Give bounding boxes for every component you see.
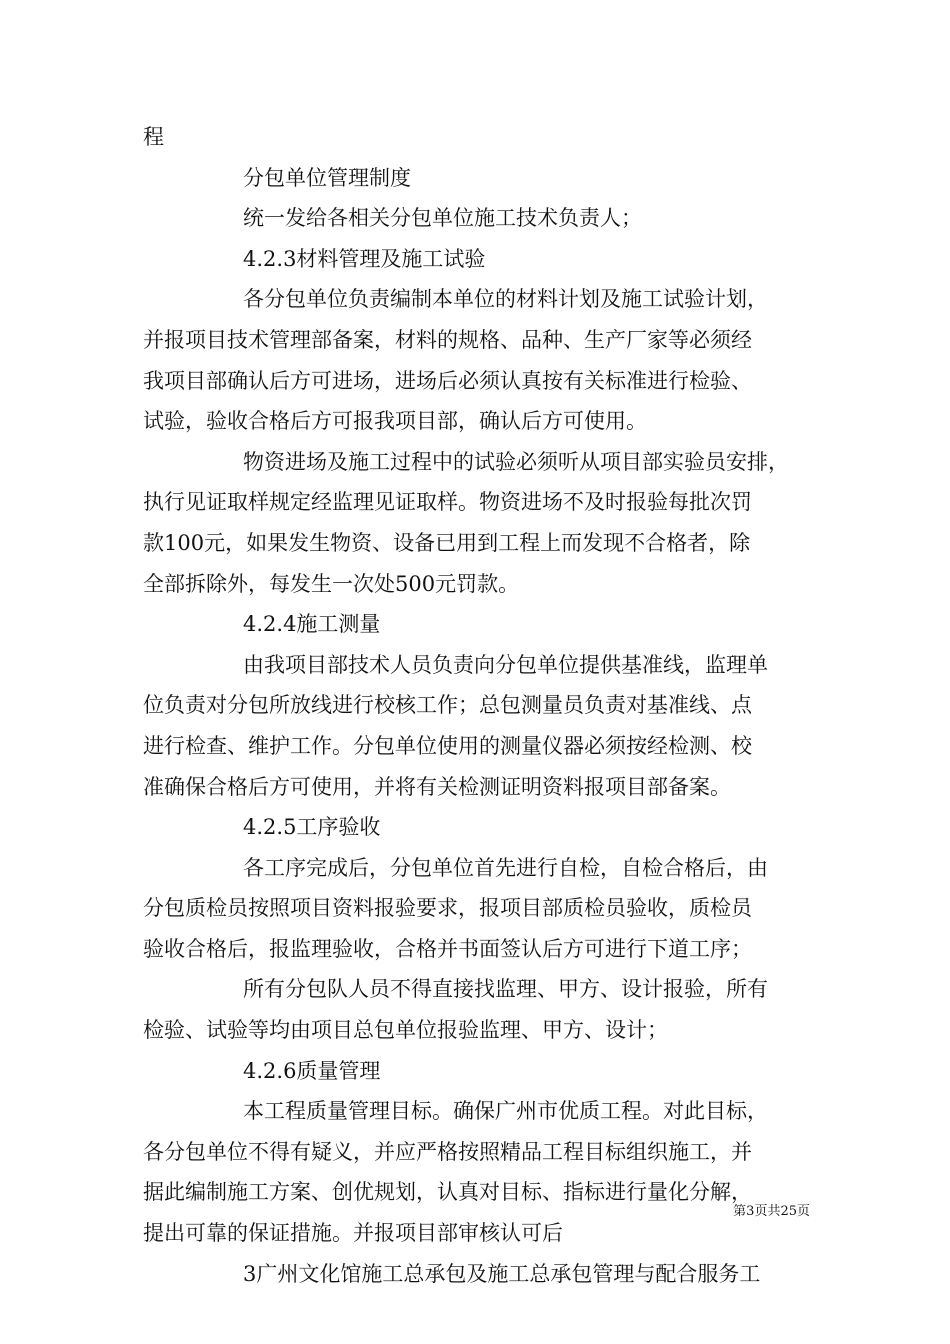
section-heading: 4.2.3材料管理及施工试验 <box>243 246 486 271</box>
text-line: 提出可靠的保证措施。并报项目部审核认可后 <box>143 1221 563 1246</box>
text-line: 分包单位管理制度 <box>243 165 411 190</box>
text-line: 位负责对分包所放线进行校核工作；总包测量员负责对基准线、点 <box>143 693 752 718</box>
section-heading: 4.2.4施工测量 <box>243 612 381 637</box>
text-line: 3广州文化馆施工总承包及施工总承包管理与配合服务工 <box>243 1261 761 1286</box>
text-line: 各分包单位负责编制本单位的材料计划及施工试验计划， <box>243 287 768 312</box>
text-line: 进行检查、维护工作。分包单位使用的测量仪器必须按经检测、校 <box>143 733 752 758</box>
body-text <box>143 117 815 1294</box>
text-line: 程 <box>143 125 164 149</box>
text-line: 准确保合格后方可使用，并将有关检测证明资料报项目部备案。 <box>143 774 731 799</box>
text-line: 所有分包队人员不得直接找监理、甲方、设计报验，所有 <box>243 977 768 1002</box>
text-line: 各工序完成后，分包单位首先进行自检，自检合格后，由 <box>243 855 768 880</box>
text-line: 由我项目部技术人员负责向分包单位提供基准线，监理单 <box>243 652 768 677</box>
text-line: 据此编制施工方案、创优规划，认真对目标、指标进行量化分解， <box>143 1180 752 1205</box>
section-heading: 4.2.5工序验收 <box>243 815 381 840</box>
text-line: 全部拆除外，每发生一次处500元罚款。 <box>143 571 520 596</box>
text-line: 验收合格后，报监理验收，合格并书面签认后方可进行下道工序； <box>143 936 752 961</box>
section-heading: 4.2.6质量管理 <box>243 1058 381 1083</box>
text-line: 物资进场及施工过程中的试验必须听从项目部实验员安排， <box>243 449 789 474</box>
text-line: 各分包单位不得有疑义，并应严格按照精品工程目标组织施工，并 <box>143 1139 752 1164</box>
text-line: 执行见证取样规定经监理见证取样。物资进场不及时报验每批次罚 <box>143 490 752 515</box>
text-line: 检验、试验等均由项目总包单位报验监理、甲方、设计； <box>143 1018 668 1043</box>
text-line: 统一发给各相关分包单位施工技术负责人； <box>243 206 642 231</box>
text-line: 我项目部确认后方可进场，进场后必须认真按有关标准进行检验、 <box>143 368 752 393</box>
text-line: 试验，验收合格后方可报我项目部，确认后方可使用。 <box>143 409 647 434</box>
text-line: 并报项目技术管理部备案，材料的规格、品种、生产厂家等必须经 <box>143 327 752 352</box>
page-number: 第3页共25页 <box>733 1204 810 1219</box>
text-line: 分包质检员按照项目资料报验要求，报项目部质检员验收，质检员 <box>143 896 752 921</box>
text-line: 本工程质量管理目标。确保广州市优质工程。对此目标， <box>243 1099 768 1124</box>
text-line: 款100元，如果发生物资、设备已用到工程上而发现不合格者，除 <box>143 530 751 555</box>
